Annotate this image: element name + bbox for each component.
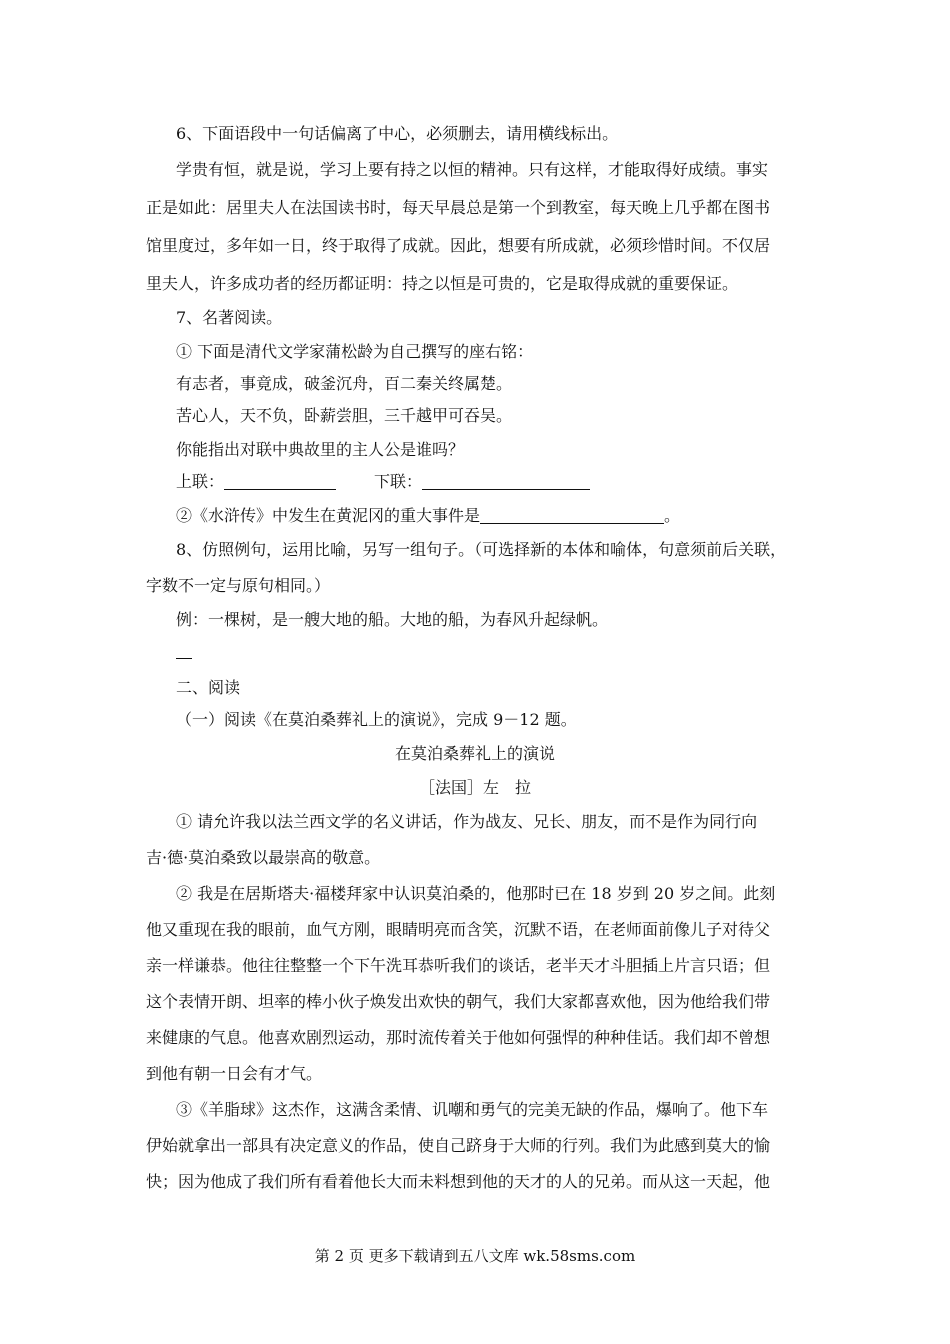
q7-answer-row <box>176 472 590 492</box>
article-title: 在莫泊桑葬礼上的演说 <box>394 744 555 763</box>
q6-line-2: 正是如此：居里夫人在法国读书时，每天早晨总是第一个到教室，每天晚上几乎都在图书 <box>146 198 771 217</box>
huangnigang-answer-blank[interactable] <box>480 507 664 524</box>
q8-prompt-line-1: 8、仿照例句，运用比喻，另写一组句子。（可选择新的本体和喻体，句意须前后关联， <box>176 540 787 559</box>
q8-example: 例：一棵树，是一艘大地的船。大地的船，为春风升起绿帆。 <box>176 610 609 629</box>
upper-couplet-answer-blank[interactable] <box>224 473 336 490</box>
paragraph-line: 亲一样谦恭。他往往整整一个下午洗耳恭听我们的谈话，老半天才斗胆插上片言只语；但 <box>146 956 771 975</box>
paragraph-line: 伊始就拿出一部具有决定意义的作品，使自己跻身于大师的行列。我们为此感到莫大的愉 <box>146 1136 771 1155</box>
section-heading: 二、阅读 <box>176 678 241 697</box>
section-subheading: （一）阅读《在莫泊桑葬礼上的演说》，完成 9－12 题。 <box>176 710 577 729</box>
lower-couplet-answer-blank[interactable] <box>422 473 590 490</box>
q8-answer-dash[interactable] <box>176 658 192 659</box>
paragraph-line: 快；因为他成了我们所有看着他长大而未料想到他的天才的人的兄弟。而从这一天起，他 <box>146 1172 771 1191</box>
article-author: ［法国］左 拉 <box>418 778 531 797</box>
q7-item-1: ① 下面是清代文学家蒲松龄为自己撰写的座右铭： <box>176 342 534 361</box>
page-footer[interactable]: 第 2 页 更多下载请到五八文库 wk.58sms.com <box>314 1247 636 1265</box>
paragraph-line: ② 我是在居斯塔夫·福楼拜家中认识莫泊桑的，他那时已在 18 岁到 20 岁之间。此刻 <box>176 884 776 903</box>
paragraph-line: 这个表情开朗、坦率的棒小伙子焕发出欢快的朝气，我们大家都喜欢他，因为他给我们带 <box>146 992 771 1011</box>
q7-prompt: 7、名著阅读。 <box>176 308 283 327</box>
paragraph-line: ① 请允许我以法兰西文学的名义讲话，作为战友、兄长、朋友，而不是作为同行向 <box>176 812 758 831</box>
q7-couplet-2: 苦心人，天不负，卧薪尝胆，三千越甲可吞吴。 <box>176 406 513 425</box>
q7-question: 你能指出对联中典故里的主人公是谁吗？ <box>176 440 465 459</box>
q7-item-2 <box>176 506 680 526</box>
paragraph-line: 吉·德·莫泊桑致以最崇高的敬意。 <box>146 848 381 867</box>
lower-couplet-label: 下联： <box>374 472 423 491</box>
q7-item-2-text: ②《水浒传》中发生在黄泥冈的重大事件是 <box>176 506 481 525</box>
q6-line-1: 学贵有恒，就是说，学习上要有持之以恒的精神。只有这样，才能取得好成绩。事实 <box>176 160 769 179</box>
paragraph-line: 来健康的气息。他喜欢剧烈运动，那时流传着关于他如何强悍的种种佳话。我们却不曾想 <box>146 1028 771 1047</box>
paragraph-line: ③《羊脂球》这杰作，这满含柔情、讥嘲和勇气的完美无缺的作品，爆响了。他下车 <box>176 1100 769 1119</box>
q7-couplet-1: 有志者，事竟成，破釜沉舟，百二秦关终属楚。 <box>176 374 513 393</box>
q6-line-4: 里夫人，许多成功者的经历都证明：持之以恒是可贵的，它是取得成就的重要保证。 <box>146 274 739 293</box>
paragraph-line: 到他有朝一日会有才气。 <box>146 1064 323 1083</box>
upper-couplet-label: 上联： <box>176 472 225 491</box>
q6-prompt: 6、下面语段中一句话偏离了中心，必须删去，请用横线标出。 <box>176 124 619 143</box>
q7-item-2-end: 。 <box>664 506 681 525</box>
q8-prompt-line-2: 字数不一定与原句相同。） <box>146 576 331 595</box>
q6-line-3: 馆里度过，多年如一日，终于取得了成就。因此，想要有所成就，必须珍惜时间。不仅居 <box>146 236 771 255</box>
paragraph-line: 他又重现在我的眼前，血气方刚，眼睛明亮而含笑，沉默不语，在老师面前像儿子对待父 <box>146 920 771 939</box>
